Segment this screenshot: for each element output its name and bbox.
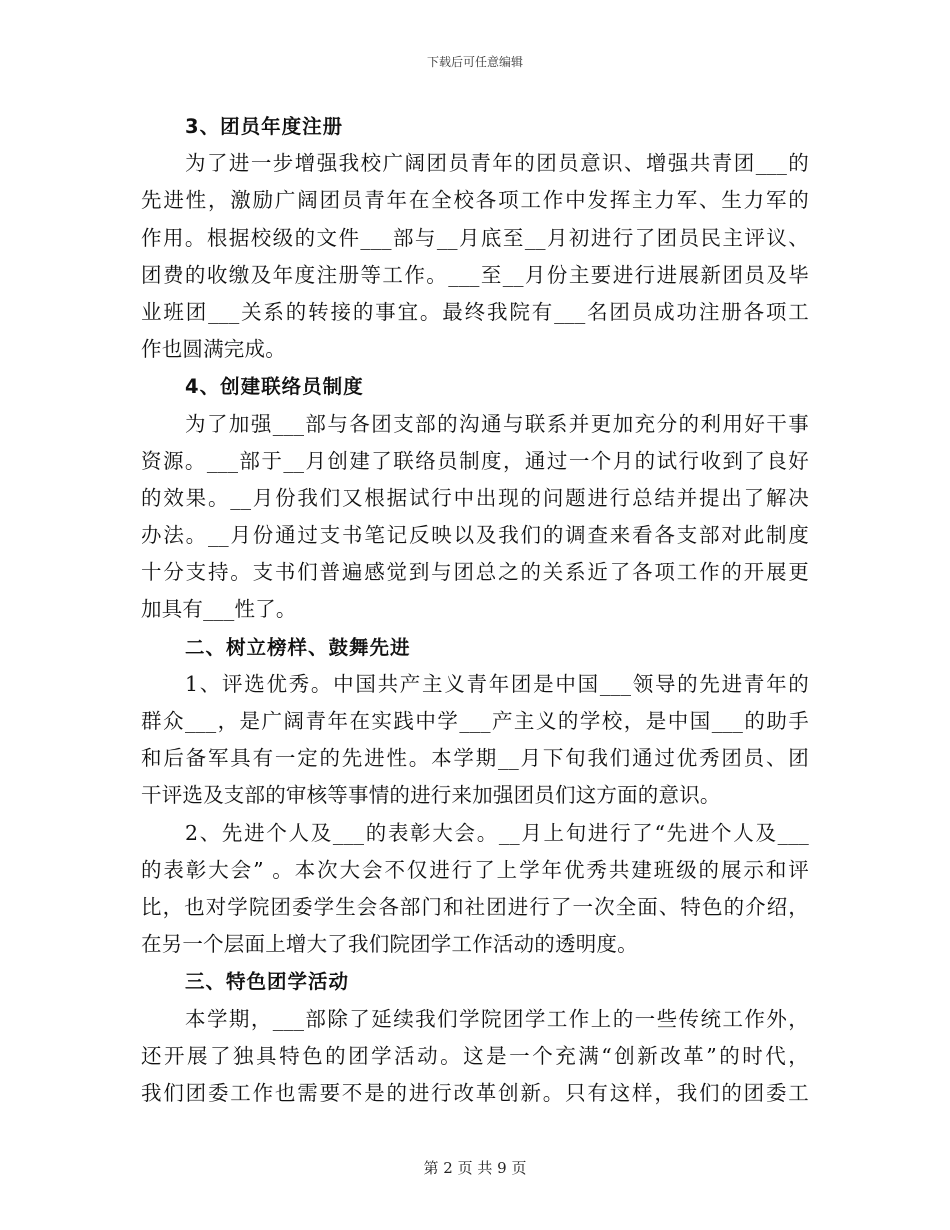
body-line: 业班团___关系的转接的事宜。最终我院有___名团员成功注册各项工 bbox=[141, 299, 809, 324]
section-heading: 二、树立榜样、鼓舞先进 bbox=[185, 635, 411, 659]
section-heading: 三、特色团学活动 bbox=[185, 970, 350, 994]
body-line: 办法。__月份通过支书笔记反映以及我们的调查来看各支部对此制度 bbox=[141, 523, 809, 548]
paragraph-last-line: 在另一个层面上增大了我们院团学工作活动的透明度。 bbox=[141, 932, 638, 957]
body-line: 我们团委工作也需要不是的进行改革创新。只有这样，我们的团委工 bbox=[141, 1080, 809, 1105]
body-line: 作用。根据校级的文件___部与__月底至__月初进行了团员民主评议、 bbox=[141, 225, 809, 250]
body-line: 比，也对学院团委学生会各部门和社团进行了一次全面、特色的介绍， bbox=[141, 894, 809, 919]
section-heading: 4、创建联络员制度 bbox=[185, 375, 364, 399]
body-line: 的表彰大会” 。本次大会不仅进行了上学年优秀共建班级的展示和评 bbox=[141, 857, 809, 882]
paragraph-first-line: 为了加强___部与各团支部的沟通与联系并更加充分的利用好干事 bbox=[185, 411, 809, 436]
body-line: 还开展了独具特色的团学活动。这是一个充满“创新改革”的时代， bbox=[141, 1043, 809, 1068]
paragraph-last-line: 加具有___性了。 bbox=[141, 597, 297, 622]
header-note: 下载后可任意编辑 bbox=[426, 55, 523, 69]
body-line: 十分支持。支书们普遍感觉到与团总之的关系近了各项工作的开展更 bbox=[141, 560, 809, 585]
section-heading: 3、团员年度注册 bbox=[185, 115, 344, 138]
body-line: 资源。___部于__月创建了联络员制度，通过一个月的试行收到了良好 bbox=[141, 448, 809, 473]
paragraph-first-line: 2、先进个人及___的表彰大会。__月上旬进行了“先进个人及___ bbox=[185, 820, 809, 845]
body-line: 群众___，是广阔青年在实践中学___产主义的学校，是中国___的助手 bbox=[141, 709, 809, 733]
paragraph-first-line: 本学期，___部除了延续我们学院团学工作上的一些传统工作外， bbox=[185, 1006, 809, 1031]
page-footer: 第 2 页 共 9 页 bbox=[423, 1159, 527, 1177]
body-line: 和后备军具有一定的先进性。本学期__月下旬我们通过优秀团员、团 bbox=[141, 746, 809, 771]
paragraph-last-line: 干评选及支部的审核等事情的进行来加强团员们这方面的意识。 bbox=[141, 783, 721, 808]
document-body bbox=[141, 108, 809, 1112]
body-line: 团费的收缴及年度注册等工作。___至__月份主要进行进展新团员及毕 bbox=[141, 262, 809, 287]
paragraph-first-line: 为了进一步增强我校广阔团员青年的团员意识、增强共青团___的 bbox=[185, 151, 809, 176]
paragraph-first-line: 1、评选优秀。中国共产主义青年团是中国___领导的先进青年的 bbox=[185, 671, 809, 696]
body-line: 先进性，激励广阔团员青年在全校各项工作中发挥主力军、生力军的 bbox=[141, 188, 809, 213]
body-line: 的效果。__月份我们又根据试行中出现的问题进行总结并提出了解决 bbox=[141, 485, 809, 510]
paragraph-last-line: 作也圆满完成。 bbox=[141, 337, 286, 362]
